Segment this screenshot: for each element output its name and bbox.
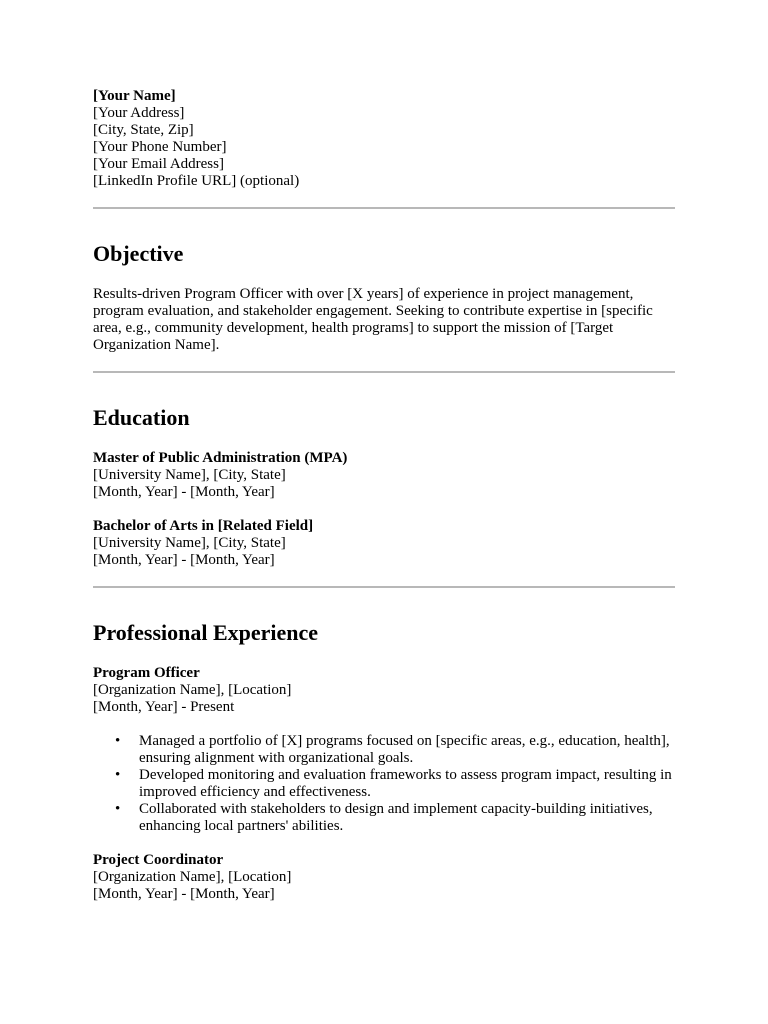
bullet-text: Developed monitoring and evaluation frameworks to assess program impact, resulting in improved efficiency and effectiveness. — [139, 767, 672, 800]
list-item — [115, 801, 675, 835]
education-school: [University Name], [City, State] — [93, 467, 286, 483]
education-degree: Bachelor of Arts in [Related Field] — [93, 518, 314, 534]
experience-section — [93, 620, 675, 903]
job-title: Project Coordinator — [93, 852, 224, 868]
job-dates: [Month, Year] - Present — [93, 699, 235, 715]
divider-header — [93, 207, 675, 209]
education-heading: Education — [93, 405, 190, 430]
education-dates: [Month, Year] - [Month, Year] — [93, 484, 275, 500]
list-item — [115, 767, 675, 801]
experience-entry — [93, 852, 675, 903]
contact-name: [Your Name] — [93, 88, 176, 104]
bullet-icon: • — [115, 767, 121, 783]
job-organization: [Organization Name], [Location] — [93, 682, 292, 698]
contact-linkedin: [LinkedIn Profile URL] (optional) — [93, 173, 300, 189]
job-bullet-list — [93, 733, 675, 835]
experience-heading: Professional Experience — [93, 620, 319, 645]
experience-entry — [93, 665, 675, 835]
divider-objective — [93, 371, 675, 373]
job-organization: [Organization Name], [Location] — [93, 869, 292, 885]
divider-education — [93, 586, 675, 588]
objective-heading: Objective — [93, 241, 184, 266]
education-school: [University Name], [City, State] — [93, 535, 286, 551]
objective-section — [93, 241, 675, 354]
contact-city-state-zip: [City, State, Zip] — [93, 122, 194, 138]
education-entry — [93, 518, 675, 569]
education-section — [93, 405, 675, 569]
bullet-text: Collaborated with stakeholders to design and implement capacity-building initiatives, enhancing local partners' abilities. — [139, 801, 653, 834]
objective-text: Results-driven Program Officer with over [X years] of experience in project management, program evaluation, and stakeholder engagement. Seeking to contribute expertise in [specific area, e.g., community development, health programs] to support the mission of [Target Organization Name]. — [93, 286, 653, 353]
contact-block — [93, 88, 675, 190]
contact-phone: [Your Phone Number] — [93, 139, 227, 155]
bullet-icon: • — [115, 733, 121, 749]
education-degree: Master of Public Administration (MPA) — [93, 450, 348, 466]
job-dates: [Month, Year] - [Month, Year] — [93, 886, 275, 902]
list-item — [115, 733, 675, 767]
bullet-icon: • — [115, 801, 121, 817]
contact-address: [Your Address] — [93, 105, 185, 121]
education-entry — [93, 450, 675, 501]
bullet-text: Managed a portfolio of [X] programs focused on [specific areas, e.g., education, health], ensuring alignment with organizational goals. — [139, 733, 670, 766]
contact-email: [Your Email Address] — [93, 156, 224, 172]
job-title: Program Officer — [93, 665, 200, 681]
education-dates: [Month, Year] - [Month, Year] — [93, 552, 275, 568]
